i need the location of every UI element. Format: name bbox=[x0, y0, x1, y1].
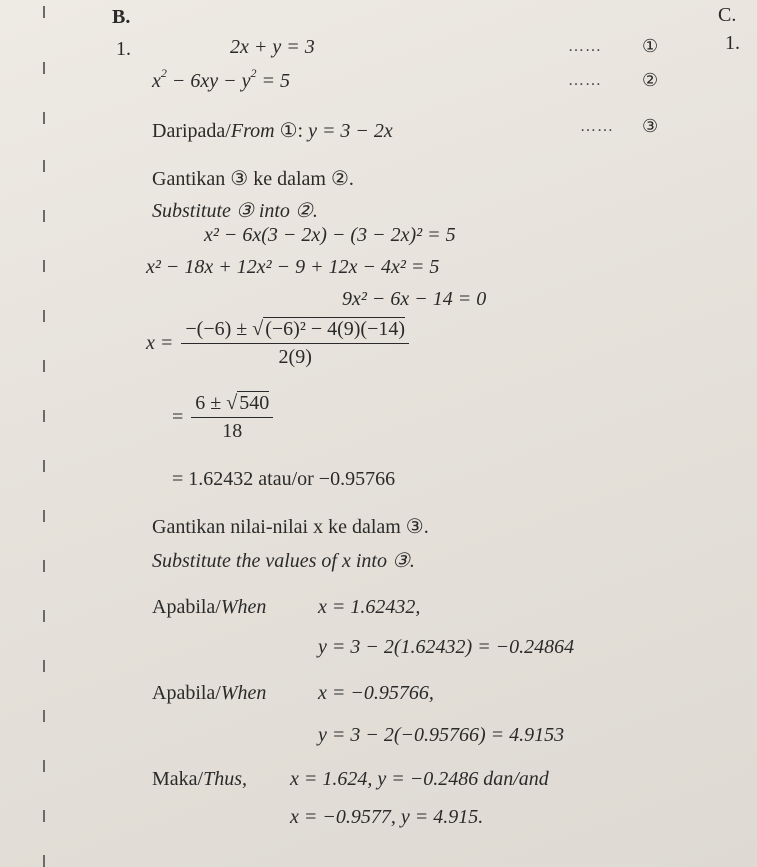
when-x-two: x = −0.95766, bbox=[318, 682, 434, 704]
right-question-number: 1. bbox=[725, 32, 740, 54]
equation-tag-two: ② bbox=[642, 70, 659, 91]
x-result: = 1.62432 atau/or −0.95766 bbox=[172, 468, 396, 490]
dots-three: …… bbox=[580, 118, 614, 135]
simplified-fraction: $\frac{6 \pm √ 540}{18}$ bbox=[191, 392, 273, 443]
substitute-values-english: Substitute the values of x into ③. bbox=[152, 550, 415, 572]
question-number: 1. bbox=[116, 38, 131, 60]
equation-tag-three: ③ bbox=[642, 116, 659, 137]
when-label-two: Apabila/When bbox=[152, 682, 267, 704]
dots-one: …… bbox=[568, 38, 602, 55]
quadratic-formula: x = $\frac{\text{−(−6) ± √ (−6)² − 4(9)(−14)}}{2(9)}$ bbox=[146, 318, 409, 369]
when-y-two: y = 3 − 2(−0.95766) = 4.9153 bbox=[318, 724, 565, 746]
equation-tag-one: ① bbox=[642, 36, 659, 57]
working-line-3: 9x² − 6x − 14 = 0 bbox=[342, 288, 487, 310]
when-y-one: y = 3 − 2(1.62432) = −0.24864 bbox=[318, 636, 575, 658]
binder-edge bbox=[0, 0, 60, 867]
equation-one: 2x + y = 3 bbox=[230, 36, 315, 58]
section-label-b: B. bbox=[112, 6, 131, 28]
thus-label: Maka/Thus, bbox=[152, 768, 247, 790]
working-line-1: x² − 6x(3 − 2x) − (3 − 2x)² = 5 bbox=[204, 224, 456, 246]
when-x-one: x = 1.62432, bbox=[318, 596, 421, 618]
from-step: Daripada/From ①: y = 3 − 2x bbox=[152, 120, 393, 142]
substitute-malay: Gantikan ③ ke dalam ②. bbox=[152, 168, 354, 190]
formula-fraction: $\frac{\text{−(−6) ± √ (−6)² − 4(9)(−14)}}{2(9)}$ bbox=[181, 318, 409, 369]
when-label-one: Apabila/When bbox=[152, 596, 267, 618]
final-answer-one: x = 1.624, y = −0.2486 dan/and bbox=[290, 768, 549, 790]
substitute-values-malay: Gantikan nilai-nilai x ke dalam ③. bbox=[152, 516, 429, 538]
equation-two: $x^2 - 6xy - y^2 = 5$ bbox=[152, 66, 291, 92]
final-answer-two: x = −0.9577, y = 4.915. bbox=[290, 806, 484, 828]
working-line-2: x² − 18x + 12x² − 9 + 12x − 4x² = 5 bbox=[146, 256, 440, 278]
substitute-english: Substitute ③ into ②. bbox=[152, 200, 318, 222]
simplified-formula: = $\frac{6 \pm √ 540}{18}$ bbox=[172, 392, 273, 443]
section-label-c: C. bbox=[718, 4, 737, 26]
dots-two: …… bbox=[568, 72, 602, 89]
